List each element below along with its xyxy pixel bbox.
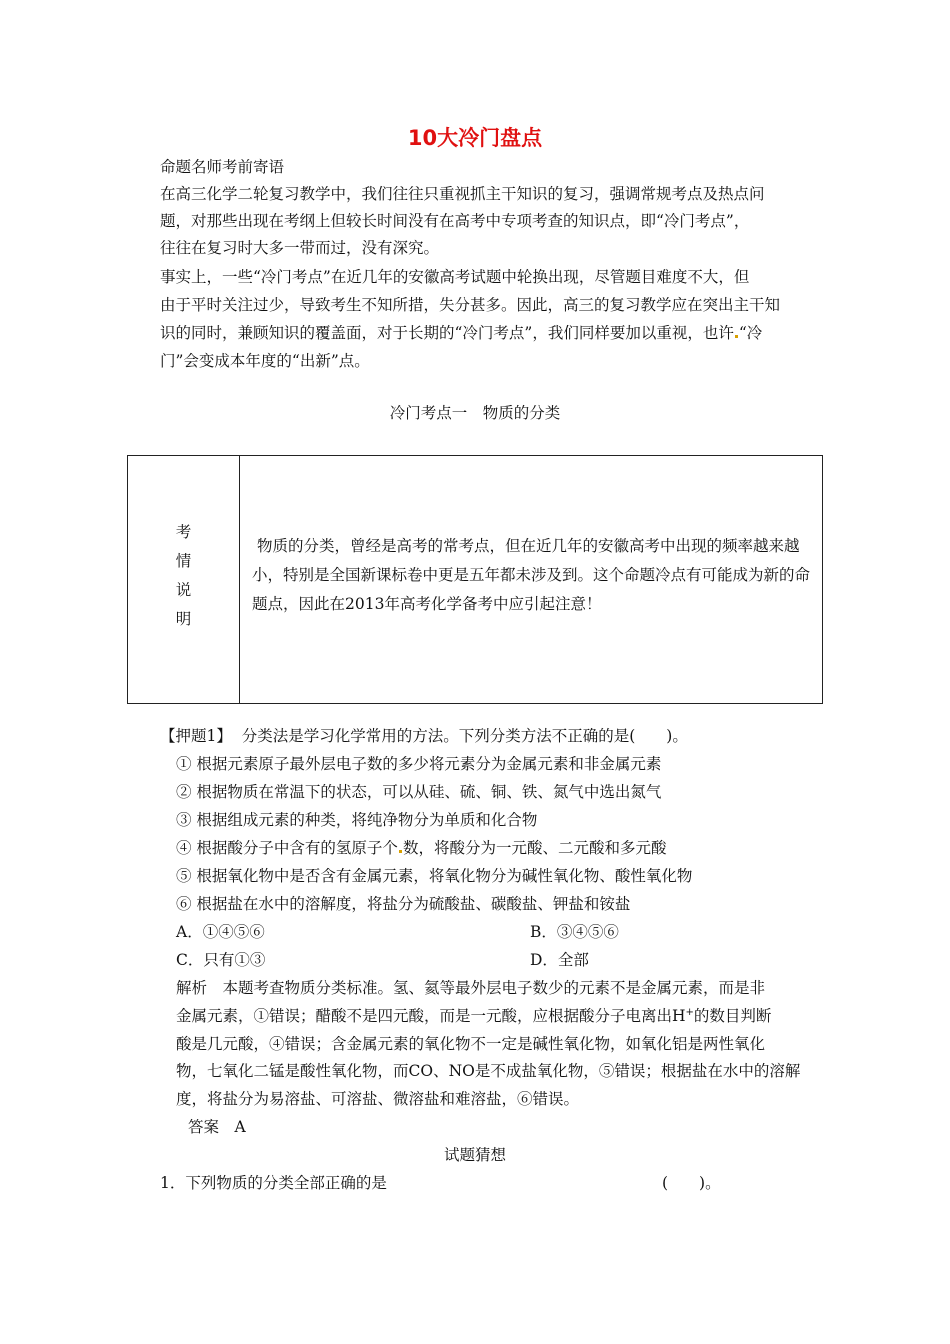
question-tag: 【押题1】 [160, 727, 232, 745]
question-stem-text: 分类法是学习化学常用的方法。下列分类方法不正确的是( )。 [241, 727, 688, 745]
section-title: 冷门考点一 物质的分类 [389, 404, 561, 422]
intro-line: 在高三化学二轮复习教学中，我们往往只重视抓主干知识的复习，强调常规考点及热点问 [160, 185, 765, 203]
analysis-text: 金属元素，①错误；醋酸不是四元酸，而是一元酸，应根据酸分子电离出H [176, 1007, 686, 1025]
question-item: ⑥ 根据盐在水中的溶解度，将盐分为硫酸盐、碳酸盐、钾盐和铵盐 [176, 895, 631, 913]
intro-line: 往往在复习时大多一带而过，没有深究。 [160, 239, 440, 257]
option-d: D．全部 [530, 951, 589, 969]
option-c: C．只有①③ [176, 951, 266, 969]
intro-line: 门”会变成本年度的“出新”点。 [160, 352, 370, 370]
document-title: 10大冷门盘点 [407, 126, 543, 150]
table-content [252, 532, 814, 619]
table-divider [239, 456, 240, 703]
answer: 答案 A [188, 1118, 246, 1136]
intro-line-text: “冷 [738, 324, 763, 342]
table-label [128, 518, 239, 634]
question-item: ⑤ 根据氧化物中是否含有金属元素，将氧化物分为碱性氧化物、酸性氧化物 [176, 867, 693, 885]
analysis-text: 的数目判断 [693, 1007, 772, 1025]
intro-heading: 命题名师考前寄语 [160, 158, 285, 176]
guess-question: 1．下列物质的分类全部正确的是 [160, 1174, 387, 1192]
analysis-line: 解析 本题考查物质分类标准。氢、氦等最外层电子数少的元素不是金属元素，而是非 [176, 979, 766, 997]
question-item: ② 根据物质在常温下的状态，可以从硅、硫、铜、铁、氮气中选出氮气 [176, 783, 662, 801]
analysis-line [176, 1003, 771, 1031]
intro-line-text: 识的同时，兼顾知识的覆盖面，对于长期的“冷门考点”，我们同样要加以重视，也许 [160, 324, 734, 342]
table-content-text: 物质的分类，曾经是高考的常考点，但在近几年的安徽高考中出现的频率越来越小，特别是全国新课标卷中更是五年都未涉及到。这个命题冷点有可能成为新的命题点，因此在2013年高考化学备考中应引起注意！ [252, 537, 811, 613]
analysis-line: 物，七氧化二锰是酸性氧化物，而CO、NO是不成盐氧化物，⑤错误；根据盐在水中的溶解 [176, 1062, 801, 1080]
intro-line: 事实上，一些“冷门考点”在近几年的安徽高考试题中轮换出现，尽管题目难度不大，但 [160, 268, 750, 286]
guess-heading: 试题猜想 [443, 1146, 506, 1164]
question-item [176, 835, 666, 863]
label-char: 说 [175, 581, 192, 599]
superscript: + [685, 1006, 694, 1018]
label-char: 考 [175, 523, 192, 541]
intro-line [160, 320, 762, 348]
info-table [127, 455, 823, 704]
option-a: A．①④⑤⑥ [176, 923, 265, 941]
marker-dot [735, 335, 738, 338]
question-item-text: ④ 根据酸分子中含有的氢原子个 [176, 839, 398, 857]
analysis-line: 酸是几元酸，④错误；含金属元素的氧化物不一定是碱性氧化物，如氧化铝是两性氧化 [176, 1035, 766, 1053]
question-item: ① 根据元素原子最外层电子数的多少将元素分为金属元素和非金属元素 [176, 755, 662, 773]
marker-dot [399, 850, 402, 853]
option-b: B．③④⑤⑥ [530, 923, 619, 941]
label-char: 明 [175, 610, 192, 628]
label-char: 情 [175, 552, 192, 570]
question-item: ③ 根据组成元素的种类，将纯净物分为单质和化合物 [176, 811, 538, 829]
question-item-text: 数，将酸分为一元酸、二元酸和多元酸 [402, 839, 667, 857]
analysis-line: 度，将盐分为易溶盐、可溶盐、微溶盐和难溶盐，⑥错误。 [176, 1090, 580, 1108]
question-stem [160, 723, 688, 751]
answer-blank: ( )。 [662, 1174, 721, 1192]
intro-line: 题，对那些出现在考纲上但较长时间没有在高考中专项考查的知识点，即“冷门考点”， [160, 212, 750, 230]
intro-line: 由于平时关注过少，导致考生不知所措，失分甚多。因此，高三的复习教学应在突出主干知 [160, 296, 781, 314]
